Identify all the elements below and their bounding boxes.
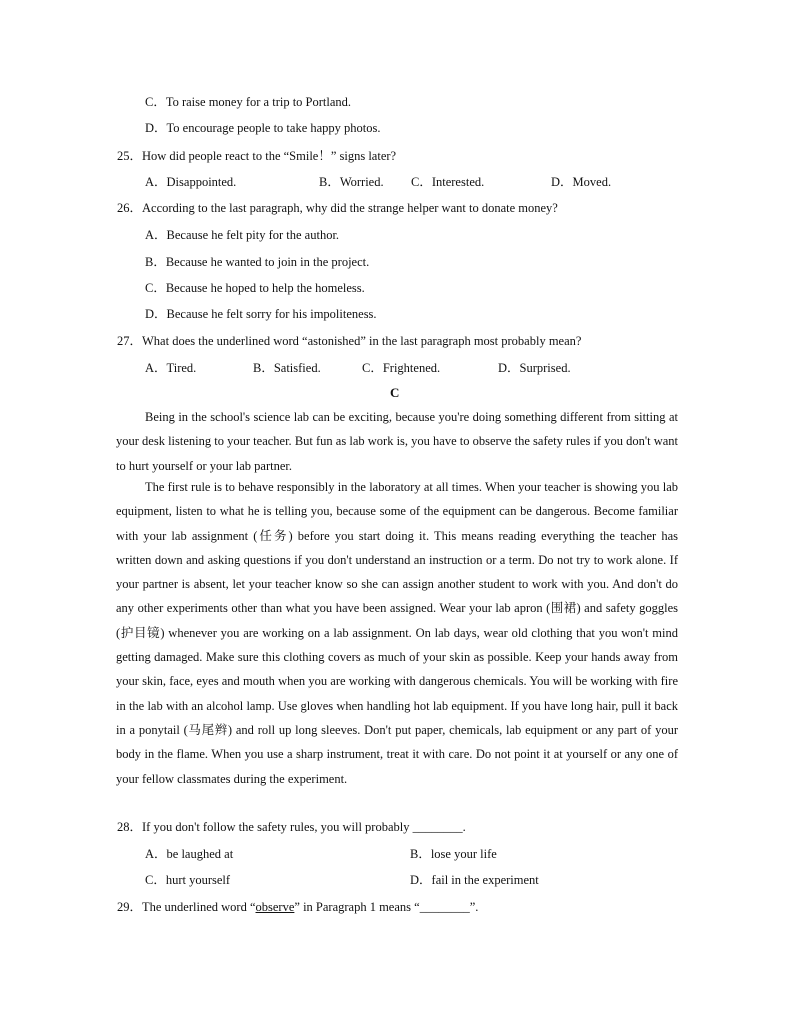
option-d: D．fail in the experiment <box>410 873 539 887</box>
option-b: B．Worried. <box>319 175 384 189</box>
question-27: 27．What does the underlined word “astonished” in the last paragraph most probably mean? <box>117 334 582 348</box>
option-c: C．To raise money for a trip to Portland. <box>145 95 352 109</box>
question-28: 28．If you don't follow the safety rules, you will probably ________. <box>117 820 466 834</box>
question-29 <box>117 899 478 915</box>
option-a: A．be laughed at <box>145 847 234 861</box>
question-29-suffix: ” in Paragraph 1 means “________”. <box>294 900 479 914</box>
question-26: 26．According to the last paragraph, why did the strange helper want to donate money? <box>117 201 558 215</box>
passage-paragraph-1: Being in the school's science lab can be exciting, because you're doing something different from sitting at your desk listening to your teacher. But fun as lab work is, you have to observe the safety rules if you don't want to hurt yourself or your lab partner. <box>116 410 678 473</box>
option-d: D．Because he felt sorry for his impoliteness. <box>145 307 377 321</box>
question-25: 25．How did people react to the “Smile！” signs later? <box>117 149 397 163</box>
option-a: A．Disappointed. <box>145 175 237 189</box>
option-d: D．To encourage people to take happy photos. <box>145 121 381 135</box>
passage-paragraph-2: The first rule is to behave responsibly in the laboratory at all times. When your teacher is showing you lab equipment, listen to what he is telling you, because some of the equipment can be dangerous. Become familiar with your lab assignment (任务) before you start doing it. This means reading everything the teacher has written down and asking questions if you don't understand an instruction or a term. Do not try to work alone. If your partner is absent, let your teacher know so she can assign another student to work with you. And don't do any other experiments other than what you have been assigned. Wear your lab apron (围裙) and safety goggles (护目镜) whenever you are working on a lab assignment. On lab days, wear old clothing that you won't mind getting damaged. Make sure this clothing covers as much of your skin as possible. Keep your hands away from your skin, face, eyes and mouth when you are working with dangerous chemicals. You will be working with fire in the lab with an alcohol lamp. Use gloves when handling hot lab equipment. If you have long hair, pull it back in a ponytail (马尾辫) and roll up long sleeves. Don't put paper, chemicals, lab equipment or any part of your body in the flame. When you use a sharp instrument, treat it with care. Do not point it at yourself or any one of your fellow classmates during the experiment. <box>116 480 678 786</box>
option-b: B．lose your life <box>410 847 497 861</box>
question-29-prefix: 29．The underlined word “ <box>117 900 256 914</box>
option-c: C．Because he hoped to help the homeless. <box>145 281 365 295</box>
option-b: B．Because he wanted to join in the project. <box>145 255 370 269</box>
section-heading: C <box>390 385 400 400</box>
option-a: A．Tired. <box>145 361 197 375</box>
option-c: C．hurt yourself <box>145 873 231 887</box>
option-a: A．Because he felt pity for the author. <box>145 228 340 242</box>
underlined-word: observe <box>255 900 295 914</box>
option-c: C．Interested. <box>411 175 485 189</box>
option-d: D．Moved. <box>551 175 612 189</box>
option-b: B．Satisfied. <box>253 361 321 375</box>
option-c: C．Frightened. <box>362 361 441 375</box>
option-d: D．Surprised. <box>498 361 571 375</box>
